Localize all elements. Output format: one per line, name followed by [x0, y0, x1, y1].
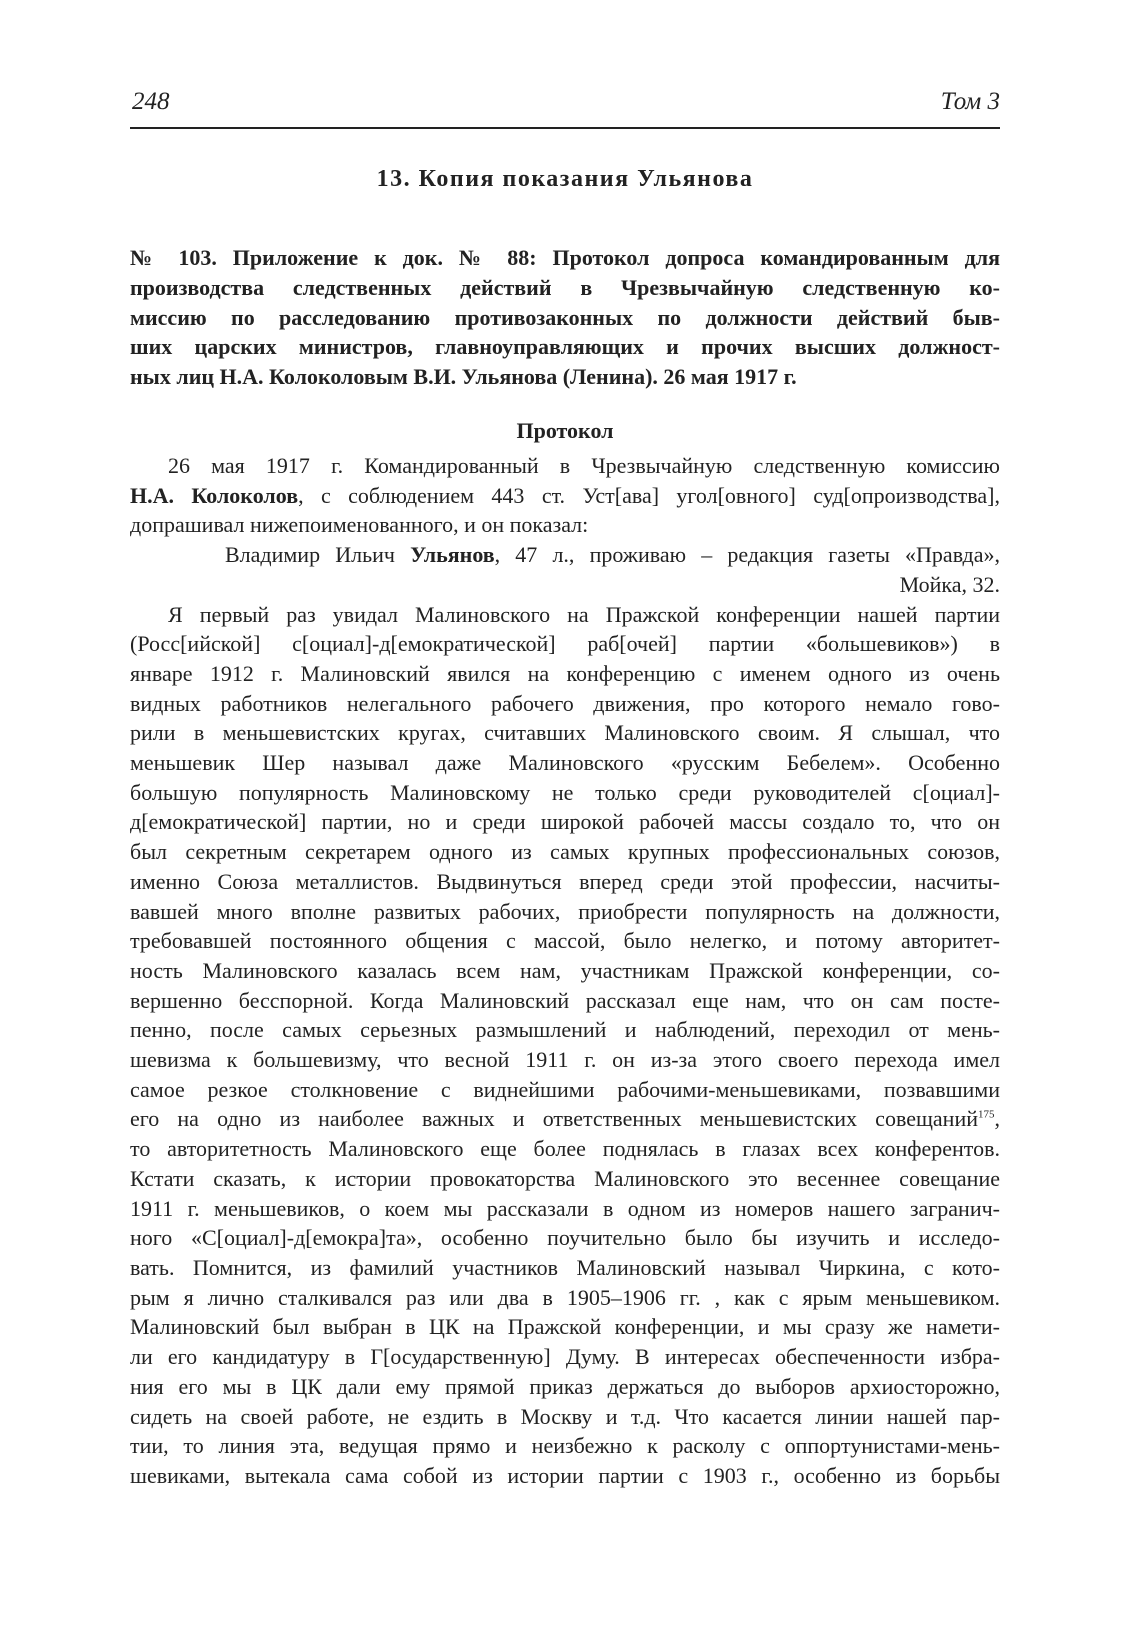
header-rule	[130, 127, 1000, 129]
text-segment: меньшевик Шер называл даже Малиновского «русским Бебелем». Особенно	[130, 750, 1000, 776]
text-segment: ,	[994, 1106, 1000, 1132]
text-segment: шевиками, вытекала сама собой из истории партии с 1903 г., особенно из борьбы	[130, 1462, 1000, 1488]
bold-name: Ульянов	[410, 542, 495, 568]
body-line	[130, 956, 1000, 986]
heading-line: № 103. Приложение к док. № 88: Протокол допроса командированным для	[130, 245, 1000, 270]
document-body	[130, 451, 1000, 1491]
text-segment: рили в меньшевистских кругах, считавших Малиновского своим. Я слышал, что	[130, 720, 1000, 746]
text-segment: Владимир Ильич	[225, 542, 411, 568]
body-line	[130, 807, 1000, 837]
text-segment: рым я лично сталкивался раз или два в 1905–1906 гг. , как с ярым меньшевиком.	[130, 1284, 1000, 1310]
body-line	[130, 1045, 1000, 1075]
text-segment: (Росс[ийской] с[оциал]-д[емократической] раб[очей] партии «большевиков») в	[130, 631, 1000, 657]
body-line	[130, 689, 1000, 719]
body-line	[130, 1164, 1000, 1194]
text-segment: , 47 л., проживаю – редакция газеты «Правда»,	[494, 542, 1000, 568]
body-line	[130, 926, 1000, 956]
text-segment: то авторитетность Малиновского еще более поднялась в глазах всех конферентов.	[130, 1136, 1000, 1162]
heading-line: миссию по расследованию противозаконных по должности действий быв-	[130, 304, 1000, 330]
body-line	[130, 570, 1000, 600]
body-line	[130, 1312, 1000, 1342]
body-line	[130, 986, 1000, 1016]
section-title: 13. Копия показания Ульянова	[376, 166, 754, 192]
heading-line: ших царских министров, главноуправляющих и прочих высших должност-	[130, 334, 1000, 360]
bold-name: Н.А. Колоколов	[130, 482, 299, 508]
text-segment: большую популярность Малиновскому не только среди руководителей с[оциал]-	[130, 779, 1000, 805]
text-segment: самое резкое столкновение с виднейшими рабочими-меньшевиками, позвавшими	[130, 1076, 1000, 1102]
body-line	[130, 1253, 1000, 1283]
text-segment: ли его кандидатуру в Г[осударственную] Думу. В интересах обеспеченности избра-	[130, 1344, 1000, 1370]
body-line	[130, 451, 1000, 481]
text-segment: именно Союза металлистов. Выдвинуться вперед среди этой профессии, насчиты-	[130, 868, 1000, 894]
volume-label: Том 3	[940, 88, 1000, 115]
text-segment: его на одно из наиболее важных и ответственных меньшевистских совещаний	[130, 1106, 978, 1132]
body-line	[130, 1342, 1000, 1372]
body-line	[130, 1223, 1000, 1253]
text-segment: ния его мы в ЦК дали ему прямой приказ держаться до выборов архиосторожно,	[130, 1373, 1000, 1399]
body-line	[130, 1134, 1000, 1164]
text-segment: пенно, после самых серьезных размышлений и наблюдений, переходил от мень-	[130, 1017, 1000, 1043]
text-segment: Мойка, 32.	[899, 571, 1000, 597]
body-line	[130, 510, 1000, 540]
text-segment: сидеть на своей работе, не ездить в Москву и т.д. Что касается линии нашей пар-	[130, 1403, 1000, 1429]
text-segment: видных работников нелегального рабочего движения, про которого немало гово-	[130, 690, 1000, 716]
text-segment: январе 1912 г. Малиновский явился на конференцию с именем одного из очень	[130, 660, 1000, 686]
body-line	[130, 718, 1000, 748]
text-segment: 1911 г. меньшевиков, о коем мы рассказали в одном из номеров нашего загранич-	[130, 1195, 1000, 1221]
body-line	[130, 748, 1000, 778]
body-line	[130, 1402, 1000, 1432]
text-segment: ность Малиновского казалась всем нам, участникам Пражской конференции, со-	[130, 957, 1000, 983]
document-heading	[130, 243, 1000, 392]
text-segment: вать. Помнится, из фамилий участников Малиновский называл Чиркина, с кото-	[130, 1254, 1000, 1280]
body-line	[130, 1372, 1000, 1402]
body-line	[130, 659, 1000, 689]
text-segment: , с соблюдением 443 ст. Уст[ава] угол[овного] суд[опроизводства],	[298, 482, 1000, 508]
text-segment: 26 мая 1917 г. Командированный в Чрезвычайную следственную комиссию	[168, 453, 1000, 478]
body-line	[130, 837, 1000, 867]
body-line	[130, 540, 1000, 570]
text-segment: ного «С[оциал]-д[емокра]та», особенно поучительно было бы изучить и исследо-	[130, 1225, 1000, 1251]
body-line	[130, 600, 1000, 630]
body-line	[130, 897, 1000, 927]
body-line	[130, 481, 1000, 511]
text-segment: был секретным секретарем одного из самых крупных профессиональных союзов,	[130, 839, 1000, 865]
body-line	[130, 867, 1000, 897]
body-line	[130, 1075, 1000, 1105]
body-line	[130, 1431, 1000, 1461]
text-segment: Малиновский был выбран в ЦК на Пражской конференции, и мы сразу же намети-	[130, 1314, 1000, 1340]
text-segment: Я первый раз увидал Малиновского на Пражской конференции нашей партии	[168, 601, 1000, 627]
body-line	[130, 778, 1000, 808]
text-segment: допрашивал нижепоименованного, и он показал:	[130, 512, 589, 538]
body-line	[130, 1461, 1000, 1491]
text-segment: требовавшей постоянного общения с массой, было нелегко, и потому авторитет-	[130, 928, 1000, 954]
heading-line: ных лиц Н.А. Колоколовым В.И. Ульянова (Ленина). 26 мая 1917 г.	[130, 364, 797, 390]
body-line	[130, 1194, 1000, 1224]
text-segment: тии, то линия эта, ведущая прямо и неизбежно к расколу с оппортунистами-мень-	[130, 1433, 1000, 1459]
body-line	[130, 629, 1000, 659]
body-line	[130, 1015, 1000, 1045]
body-line	[130, 1104, 1000, 1134]
text-segment: д[емократической] партии, но и среди широкой рабочей массы создало то, что он	[130, 809, 1000, 835]
text-segment: вавшей много вполне развитых рабочих, приобрести популярность на должности,	[130, 898, 1000, 924]
text-segment: шевизма к большевизму, что весной 1911 г. он из-за этого своего перехода имел	[130, 1047, 1000, 1073]
text-segment: вершенно бесспорной. Когда Малиновский рассказал еще нам, что он сам посте-	[130, 987, 1000, 1013]
subtitle: Протокол	[516, 418, 614, 443]
footnote-ref[interactable]: 175	[978, 1109, 995, 1122]
page-number: 248	[132, 88, 170, 115]
body-line	[130, 1283, 1000, 1313]
text-segment: Кстати сказать, к истории провокаторства Малиновского это весеннее совещание	[130, 1165, 1000, 1191]
heading-line: производства следственных действий в Чрезвычайную следственную ко-	[130, 274, 1000, 300]
